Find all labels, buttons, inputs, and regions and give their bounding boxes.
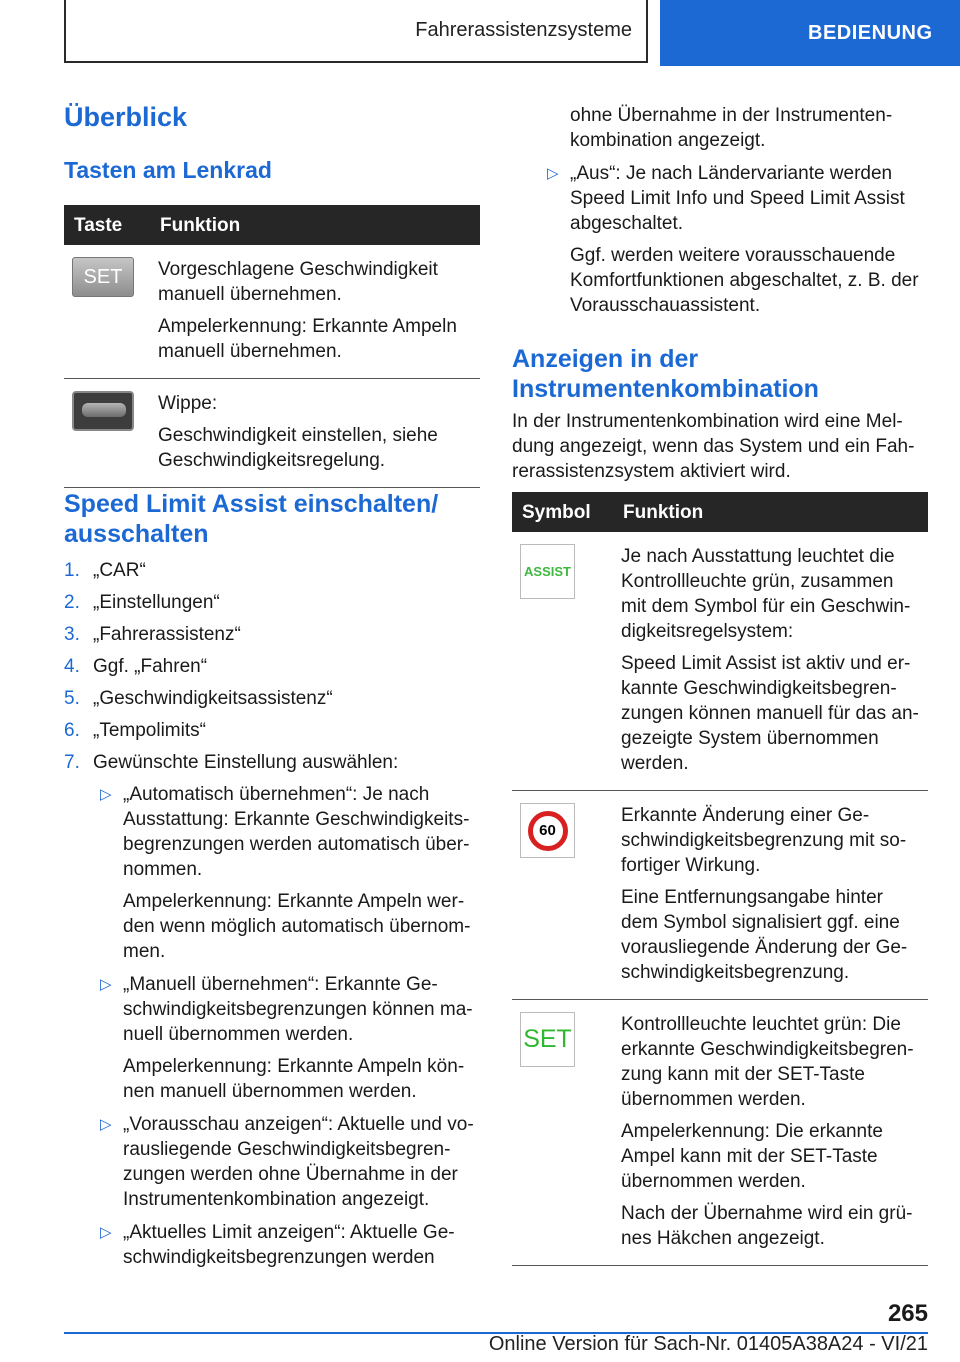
triangle-bullet-icon: ▷ — [100, 1116, 112, 1133]
symbol-table-wrap — [512, 492, 928, 1266]
table-row — [512, 791, 928, 1000]
step-number: 1. — [64, 560, 80, 581]
page-number: 265 — [887, 1300, 928, 1327]
table-row — [512, 1000, 928, 1266]
step-number: 4. — [64, 656, 80, 677]
page-header — [0, 0, 960, 66]
option-text: „Vorausschau anzeigen“: Aktuelle und vorausliegende Geschwindigkeitsbegrenzungen werden ohne Übernahme in der Instrumentenkombination angezeigt. — [123, 1114, 474, 1210]
option-text: Ggf. werden weitere vorausschauende Komfortfunktionen abgeschaltet, z. B. der Vorausschauassistent. — [570, 245, 919, 316]
list-item — [64, 622, 480, 647]
chapter-tab: Fahrerassistenzsysteme — [64, 0, 648, 63]
option-text: Ampelerkennung: Erkannte Ampeln können manuell übernommen werden. — [123, 1056, 465, 1102]
function-text: Speed Limit Assist ist aktiv und erkannte Geschwindigkeitsbegrenzungen können manuell für das angezeigte System übernommen werden. — [621, 653, 919, 774]
list-item — [93, 972, 480, 1104]
table-row — [64, 379, 480, 488]
step-number: 2. — [64, 592, 80, 613]
triangle-bullet-icon: ▷ — [547, 165, 559, 182]
table-row — [64, 245, 480, 379]
step-number: 5. — [64, 688, 80, 709]
steering-buttons-table-wrap — [64, 205, 480, 488]
list-item — [64, 590, 480, 615]
assist-label: ASSIST — [524, 564, 571, 579]
column-header-function: Funktion — [613, 492, 928, 532]
set-label: SET — [523, 1025, 572, 1053]
list-item — [540, 161, 928, 318]
speed-limit-sign-icon — [520, 803, 575, 858]
function-text: Eine Entfernungsangabe hinter dem Symbol signalisiert ggf. eine vorausliegende Änderung der Geschwindigkeitsbegrenzung. — [621, 887, 908, 983]
section-title-speed-limit-assist: Speed Limit Assist einschalten/ ausschalten — [64, 490, 439, 548]
step-number: 3. — [64, 624, 80, 645]
list-item — [64, 718, 480, 743]
step-number: 6. — [64, 720, 80, 741]
step-number: 7. — [64, 752, 80, 773]
step-text: „Tempolimits“ — [93, 720, 206, 741]
intro-text: In der Instrumentenkombination wird eine Meldung angezeigt, wenn das System und ein Fahrerassistenzsystem aktiviert wird. — [512, 411, 915, 482]
function-text: Geschwindigkeit einstellen, siehe Geschwindigkeitsregelung. — [158, 425, 438, 471]
option-text: „Aus“: Je nach Ländervariante werden Speed Limit Info und Speed Limit Assist abgeschaltet. — [570, 163, 905, 234]
column-header-function: Funktion — [150, 205, 480, 245]
symbol-table — [512, 492, 928, 1266]
step-text: „CAR“ — [93, 560, 146, 581]
function-text: Erkannte Änderung einer Geschwindigkeitsbegrenzung mit sofortiger Wirkung. — [621, 805, 907, 876]
list-item — [512, 103, 928, 153]
option-text: „Automatisch übernehmen“: Je nach Ausstattung: Erkannte Geschwindigkeitsbegrenzungen werden automatisch übernommen. — [123, 784, 470, 880]
table-row — [512, 532, 928, 791]
step-text: Ggf. „Fahren“ — [93, 656, 208, 677]
option-list — [93, 782, 480, 1270]
triangle-bullet-icon: ▷ — [100, 786, 112, 803]
rocker-switch-icon — [72, 391, 134, 431]
right-column-top — [512, 103, 928, 326]
function-text: Nach der Übernahme wird ein grünes Häkchen angezeigt. — [621, 1203, 913, 1249]
section-tab: BEDIENUNG — [660, 0, 960, 66]
column-header-key: Taste — [64, 205, 150, 245]
function-text: Vorgeschlagene Geschwindigkeit manuell übernehmen. — [158, 259, 438, 305]
triangle-bullet-icon: ▷ — [100, 976, 112, 993]
function-text: Ampelerkennung: Die erkannte Ampel kann mit der SET-Taste übernommen werden. — [621, 1121, 883, 1192]
step-text: „Fahrerassistenz“ — [93, 624, 241, 645]
list-item — [93, 782, 480, 964]
speed-limit-value: 60 — [528, 811, 568, 851]
step-text: „Geschwindigkeitsassistenz“ — [93, 688, 333, 709]
list-item — [64, 654, 480, 679]
steering-buttons-table — [64, 205, 480, 488]
list-item — [93, 1112, 480, 1212]
function-text: Kontrollleuchte leuchtet grün: Die erkannte Geschwindigkeitsbegrenzung kann mit der SET-Taste übernommen werden. — [621, 1014, 914, 1110]
option-text: „Aktuelles Limit anzeigen“: Aktuelle Geschwindigkeitsbegrenzungen werden — [123, 1222, 455, 1268]
subtitle-steering-wheel-buttons: Tasten am Lenkrad — [64, 157, 272, 183]
function-text: Je nach Ausstattung leuchtet die Kontrollleuchte grün, zusammen mit dem Symbol für ein Geschwindigkeitsregelsystem: — [621, 546, 911, 642]
function-text: Ampelerkennung: Erkannte Ampeln manuell übernehmen. — [158, 316, 457, 362]
column-header-symbol: Symbol — [512, 492, 613, 532]
triangle-bullet-icon: ▷ — [100, 1224, 112, 1241]
option-text: ohne Übernahme in der Instrumentenkombination angezeigt. — [570, 105, 893, 151]
page-title: Überblick — [64, 102, 188, 132]
step-text: „Einstellungen“ — [93, 592, 220, 613]
set-indicator-icon — [520, 1012, 575, 1067]
steps-list — [64, 558, 480, 1270]
list-item — [64, 558, 480, 583]
function-text: Wippe: — [158, 393, 218, 414]
option-text: „Manuell übernehmen“: Erkannte Geschwindigkeitsbegrenzungen können manuell übernommen werden. — [123, 974, 473, 1045]
assist-indicator-icon — [520, 544, 575, 599]
list-item — [93, 1220, 480, 1270]
list-item — [64, 750, 480, 1270]
step-text: Gewünschte Einstellung auswählen: — [93, 752, 399, 773]
option-text: Ampelerkennung: Erkannte Ampeln werden wenn möglich automatisch übernommen. — [123, 891, 471, 962]
steps-block — [64, 558, 480, 1278]
online-version-note: Online Version für Sach-Nr. 01405A38A24 - VI/21 — [488, 1333, 928, 1355]
option-list-continued — [512, 103, 928, 318]
list-item — [64, 686, 480, 711]
section-title-instrument-cluster: Anzeigen in der Instrumentenkombination — [512, 345, 819, 403]
set-button-icon: SET — [72, 257, 134, 297]
